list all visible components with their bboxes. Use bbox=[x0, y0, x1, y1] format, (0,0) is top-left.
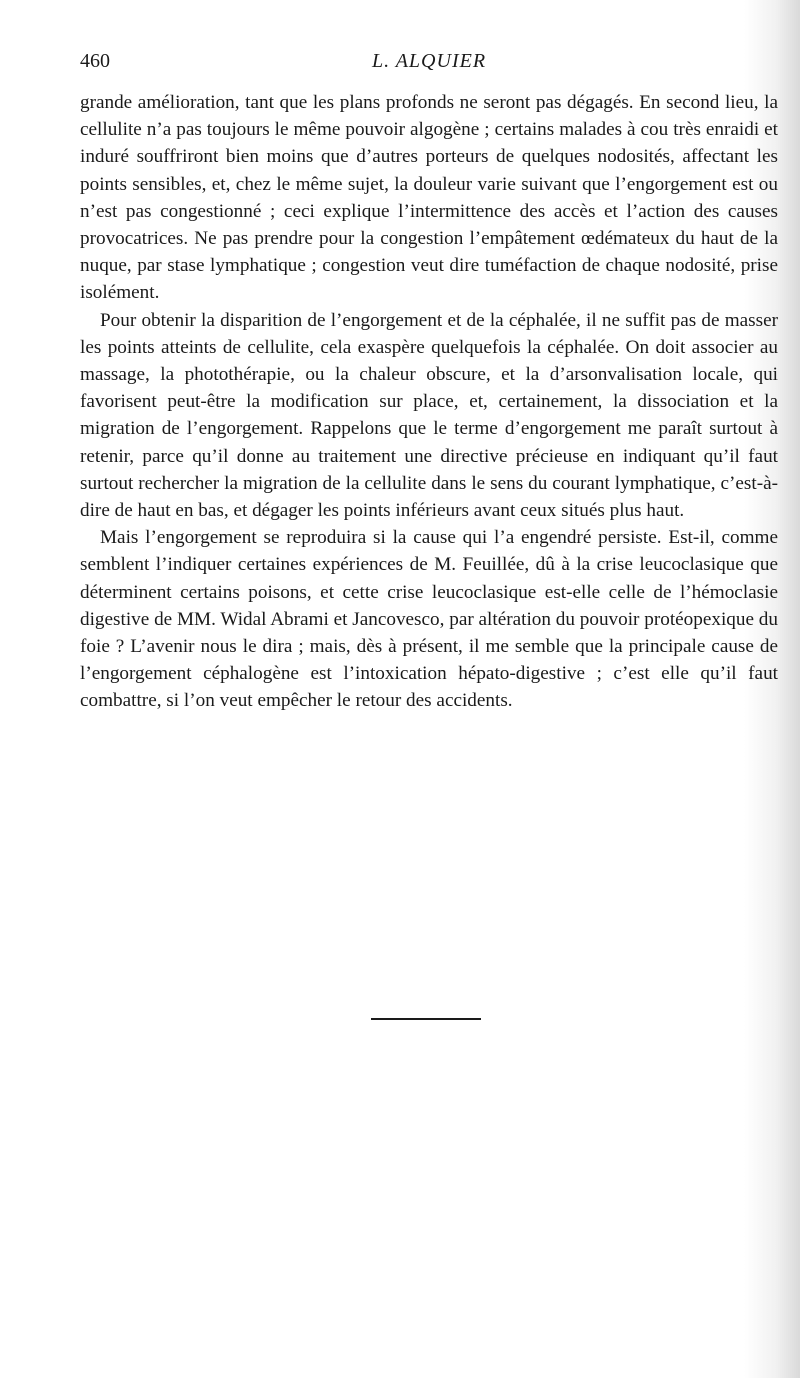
page-number: 460 bbox=[80, 50, 110, 72]
paragraph: Mais l’engorgement se reproduira si la cause qui l’a engendré persiste. Est-il, comme semblent l’indiquer certaines expériences de M. Feuillée, dû à la crise leucoclasique que déterminent certains poisons, et cette crise leucoclasique est-elle celle de l’hémoclasie digestive de MM. Widal Abrami et Jancovesco, par altération du pouvoir protéopexique du foie ? L’avenir nous le dira ; mais, dès à présent, il me semble que la principale cause de l’engorgement céphalogène est l’intoxication hépato-digestive ; c’est elle qu’il faut combattre, si l’on veut empêcher le retour des accidents. bbox=[80, 527, 778, 712]
paragraph-continued: grande amélioration, tant que les plans profonds ne seront pas dégagés. En second lieu, la cellulite n’a pas toujours le même pouvoir algogène ; certains malades à cou très enraidi et induré souffriront bien moins que d’autres porteurs de quelques nodosités, affectant les points sensibles, et, chez le même sujet, la douleur varie suivant que l’engorgement est ou n’est pas congestionné ; ceci explique l’intermittence des accès et l’action des causes provocatrices. Ne pas prendre pour la congestion l’empâtement œdémateux du haut de la nuque, par stase lymphatique ; congestion veut dire tuméfaction de chaque nodosité, prise isolément. bbox=[80, 92, 778, 304]
paragraph: Pour obtenir la disparition de l’engorgement et de la céphalée, il ne suffit pas de masser les points atteints de cellulite, cela exaspère quelquefois la céphalée. On doit associer au massage, la photothérapie, ou la chaleur obscure, et la d’arsonvalisation locale, qui favorisent peut-être la modification sur place, et, certainement, la dissociation et la migration de l’engorgement. Rappelons que le terme d’engorgement me paraît surtout à retenir, parce qu’il donne au traitement une directive précieuse en indiquant qu’il faut surtout rechercher la migration de la cellulite dans le sens du courant lymphatique, c’est-à-dire de haut en bas, et dégager les points inférieurs avant ceux situés plus haut. bbox=[80, 309, 778, 522]
page-header bbox=[80, 50, 778, 82]
running-head: L. ALQUIER bbox=[371, 50, 487, 72]
body-text bbox=[80, 89, 778, 715]
section-end-rule bbox=[371, 1018, 481, 1020]
